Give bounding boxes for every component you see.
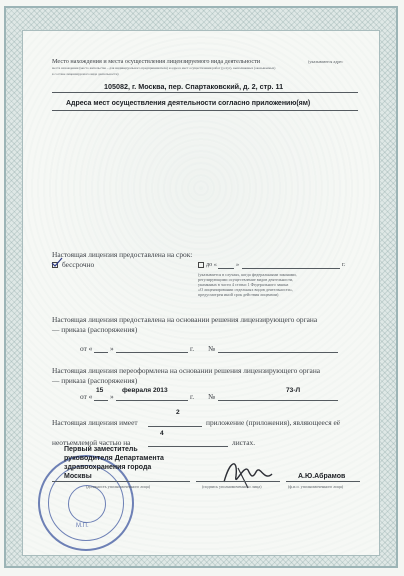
grant-year: г. [190,344,195,353]
reissue-line-1: Настоящая лицензия переоформлена на основании решения лицензирующего органа [52,366,321,375]
term-note-5: предусмотрен иной срок действия лицензии) [198,292,279,297]
grant-month-line [116,352,188,353]
reissue-line-2: — приказа (распоряжения) [52,376,138,385]
until-checkbox [198,262,204,268]
grant-from: от « [80,344,93,353]
attachments-text-3: неотъемлемой частью на [52,438,131,447]
until-month-line [242,268,340,269]
grant-line-2: — приказа (распоряжения) [52,325,138,334]
grant-line-1: Настоящая лицензия предоставлена на основании решения лицензирующего органа [52,315,318,324]
signatory-name: А.Ю.Абрамов [298,473,346,480]
grant-day-line [94,352,108,353]
term-label: Настоящая лицензия предоставлена на срок: [52,250,193,259]
signatory-title-2: руководителя Департамента [64,455,164,462]
place-hint-2: места нахождения (место жительства – для индивидуального предпринимателя) и адреса мест осуществления работ (услуг), выполняемых (оказываемых) [52,66,276,70]
reissue-year: г. [190,392,195,401]
seal-text: М.П. [76,523,89,529]
reissue-day: 15 [96,387,104,394]
signatory-title-3: здравоохранения города [64,464,152,471]
attachments-text-2: приложение (приложения), являющееся её [206,418,341,427]
name-hint: (ф.и.о. уполномоченного лица) [288,484,344,489]
attachments-text-1: Настоящая лицензия имеет [52,418,138,427]
signature-line [196,481,280,482]
position-line [52,481,190,482]
until-quote: » [236,261,240,268]
attachments-sheets: 4 [160,430,164,437]
grant-quote: » [110,344,114,353]
until-prefix: до « [206,261,217,268]
reissue-number-value: 73-Л [286,387,301,394]
place-hint-1: (указываются адрес [308,59,344,64]
signature-hint: (подпись уполномоченного лица) [202,484,262,489]
reissue-quote: » [110,392,114,401]
indefinite-label: бессрочно [62,260,95,269]
seal-emblem [68,485,106,523]
term-note-2: регулирующими осуществление видов деятельности, [198,277,294,282]
name-line [286,481,360,482]
place-label: Место нахождения и места осуществления лицензируемого вида деятельности [52,58,261,65]
until-year: г. [342,261,346,268]
reissue-month-line [116,400,188,401]
attachments-text-4: листах. [232,438,256,447]
place-hint-3: в составе лицензируемого вида деятельности) [52,72,119,76]
reissue-from: от « [80,392,93,401]
until-day-line [218,268,234,269]
reissue-number-line [218,400,338,401]
grant-number-line [218,352,338,353]
reissue-number-sign: № [208,392,216,401]
signatory-title-4: Москвы [64,473,92,480]
reissue-day-line [94,400,108,401]
signatory-title-1: Первый заместитель [64,446,138,453]
attachments-count-line [148,426,202,427]
position-hint: (должность уполномоченного лица) [86,484,151,489]
address: 105082, г. Москва, пер. Спартаковский, д. 2, стр. 11 [104,82,284,91]
addresses-line [52,110,358,111]
term-note-1: (указывается в случаях, когда федеральными законами, [198,272,297,277]
term-note-3: указанных в части 4 статьи 1 Федерального закона [198,282,289,287]
attachments-sheets-line [148,446,228,447]
term-note-4: «О лицензировании отдельных видов деятельности», [198,287,294,292]
reissue-month-year: февраля 2013 [122,387,168,394]
addresses-note: Адреса мест осуществления деятельности согласно приложению(ям) [66,100,311,107]
attachments-count: 2 [176,409,180,416]
address-line [52,92,358,93]
grant-number-sign: № [208,344,216,353]
